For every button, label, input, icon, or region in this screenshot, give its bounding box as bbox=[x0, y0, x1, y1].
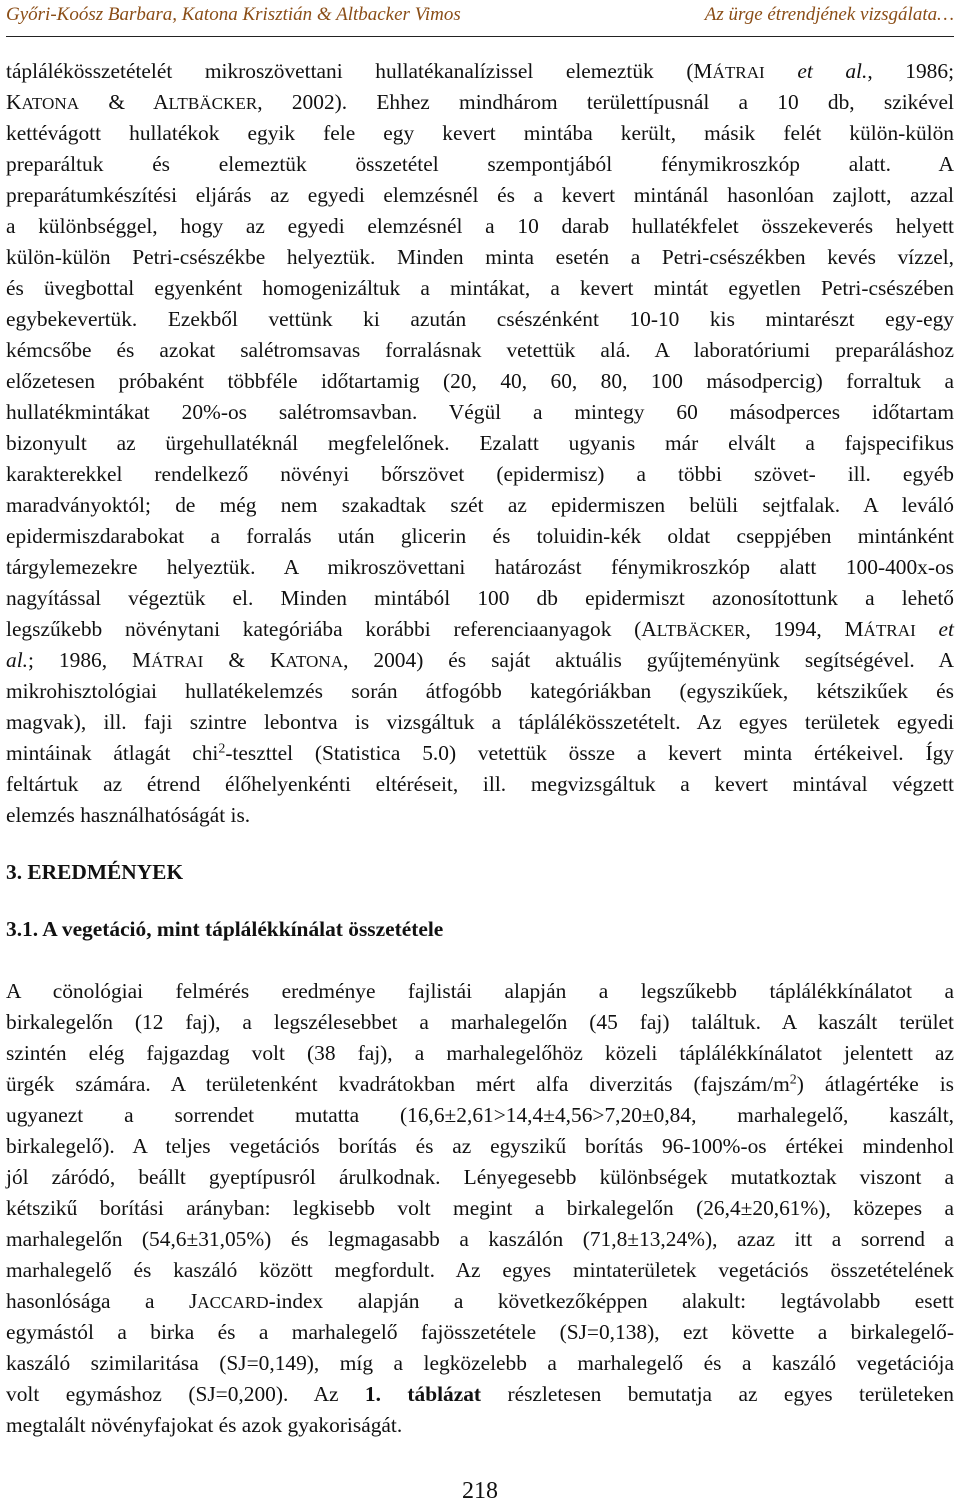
methods-line: egybekevertük. Ezekből vettünk ki azután csészénként 10-10 kis mintarészt egy-egy bbox=[6, 307, 954, 331]
methods-line: nagyítással végeztük el. Minden mintából 100 db epidermiszt azonosítottunk a lehető bbox=[6, 586, 954, 610]
methods-line: kémcsőbe és azokat salétromsavas forralásnak vetettük alá. A laboratóriumi preparáláshoz bbox=[6, 338, 954, 362]
methods-line: elemzés használhatóságát is. bbox=[6, 803, 251, 827]
methods-line: preparátumkészítési eljárás az egyedi elemzésnél és a kevert mintánál hasonlóan zajlott, azzal bbox=[6, 183, 954, 207]
running-header bbox=[6, 0, 954, 37]
results-line: birkalegelőn (12 faj), a legszélesebbet a marhalegelőn (45 faj) találtuk. A kaszált terület bbox=[6, 1010, 954, 1034]
results-line: szintén elég fajgazdag volt (38 faj), a marhalegelőhöz közeli táplálékkínálatot jelentett az bbox=[6, 1041, 954, 1065]
results-line: kaszáló szimilaritása (SJ=0,149), míg a legközelebb a marhalegelő és a kaszáló vegetációja bbox=[6, 1351, 954, 1375]
results-line: kétszikű borítási arányban: legkisebb volt megint a birkalegelőn (26,4±20,61%), közepes a bbox=[6, 1196, 954, 1220]
methods-line: bizonyult az ürgehullatéknál megfelelőnek. Ezalatt ugyanis már elvált a fajspecifikus bbox=[6, 431, 954, 455]
methods-line: epidermiszdarabokat a forralás után glicerin és toluidin-kék oldat cseppjében mintánként bbox=[6, 524, 954, 548]
results-line: egymástól a birka és a marhalegelő fajösszetétele (SJ=0,138), ezt követte a birkalegelő- bbox=[6, 1320, 954, 1344]
results-line: A cönológiai felmérés eredménye fajlistái alapján a legszűkebb táplálékkínálatot a bbox=[6, 979, 954, 1003]
subsection-heading-vegetation: 3.1. A vegetáció, mint táplálékkínálat összetétele bbox=[6, 917, 444, 941]
results-line: volt egymáshoz (SJ=0,200). Az 1. táblázat részletesen bemutatja az egyes területeken bbox=[6, 1382, 954, 1406]
methods-line: magvak), ill. faji szintre lebontva is vizsgáltuk a táplálékösszetételt. Az egyes területek egyedi bbox=[6, 710, 954, 734]
methods-line: karakterekkel rendelkező növényi bőrszövet (epidermisz) a többi szövet- ill. egyéb bbox=[6, 462, 954, 486]
methods-line: előzetesen próbaként többféle időtartamig (20, 40, 60, 80, 100 másodpercig) forraltuk a bbox=[6, 369, 954, 393]
header-authors: Győri-Koósz Barbara, Katona Krisztián & Altbacker Vimos bbox=[6, 4, 461, 25]
results-line: jól záródó, beállt gyeptípusról árulkodnak. Lényegesebb különbségek mutatkoztak viszont a bbox=[6, 1165, 954, 1189]
results-line: ugyanezt a sorrendet mutatta (16,6±2,61>14,4±4,56>7,20±0,84, marhalegelő, kaszált, bbox=[6, 1103, 954, 1127]
page-number: 218 bbox=[462, 1478, 498, 1504]
methods-line: al.; 1986, MÁTRAI & KATONA, 2004) és saját aktuális gyűjteményünk segítségével. A bbox=[6, 648, 954, 672]
methods-line: feltártuk az étrend élőhelyenkénti eltéréseit, ill. megvizsgáltuk a kevert mintával végzett bbox=[6, 772, 954, 796]
methods-line: legszűkebb növénytani kategóriába korábbi referenciaanyagok (ALTBÄCKER, 1994, MÁTRAI et bbox=[6, 617, 954, 641]
methods-line: preparáltuk és elemeztük összetétel szempontjából fénymikroszkóp alatt. A bbox=[6, 152, 954, 176]
methods-line: mikrohisztológiai hullatékelemzés során átfogóbb kategóriákban (egyszikűek, kétszikűek és bbox=[6, 679, 954, 703]
results-line: marhalegelő és kaszáló között megfordult. Az egyes mintaterületek vegetációs összetételének bbox=[6, 1258, 954, 1282]
results-line: ürgék számára. A területenként kvadrátokban mért alfa diverzitás $(fajszám/m^2)$ átlagértéke is bbox=[6, 1072, 954, 1096]
results-line: birkalegelő). A teljes vegetációs borítás és az egyszikű borítás 96-100%-os értékei mindenhol bbox=[6, 1134, 954, 1158]
methods-line: mintáinak átlagát chi$^2$-teszttel (Statistica 5.0) vetettük össze a kevert minta értékeivel. Így bbox=[6, 741, 954, 765]
methods-line: és üvegbottal egyenként homogenizáltuk a mintákat, a kevert mintát egyetlen Petri-csészében bbox=[6, 276, 954, 300]
methods-line: maradványoktól; de még nem szakadtak szét az epidermiszen belüli sejtfalak. A leváló bbox=[6, 493, 954, 517]
methods-line: a különbséggel, hogy az egyedi elemzésnél a 10 darab hullatékfelet összekeverés helyett bbox=[6, 214, 954, 238]
methods-line: kettévágott hullatékok egyik fele egy kevert mintába került, másik felét külön-külön bbox=[6, 121, 954, 145]
methods-line: táplálékösszetételét mikroszövettani hullatékanalízissel elemeztük (MÁTRAI et al., 1986; bbox=[6, 59, 955, 83]
methods-line: KATONA & ALTBÄCKER, 2002). Ehhez mindhárom területtípusnál a 10 db, szikével bbox=[6, 90, 954, 114]
methods-line: tárgylemezekre helyeztük. A mikroszövettani határozást fénymikroszkóp alatt 100-400x-os bbox=[6, 555, 954, 579]
methods-line: külön-külön Petri-csészékbe helyeztük. Minden minta esetén a Petri-csészékben kevés vízzel, bbox=[6, 245, 954, 269]
section-heading-results: 3. EREDMÉNYEK bbox=[6, 860, 184, 884]
results-line: hasonlósága a JACCARD-index alapján a következőképpen alakult: legtávolabb esett bbox=[6, 1289, 954, 1313]
methods-line: hullatékmintákat 20%-os salétromsavban. Végül a mintegy 60 másodperces időtartam bbox=[6, 400, 954, 424]
results-line: megtalált növényfajokat és azok gyakoriságát. bbox=[6, 1413, 403, 1437]
results-line: marhalegelőn (54,6±31,05%) és legmagasabb a kaszálón (71,8±13,24%), azaz itt a sorrend a bbox=[6, 1227, 954, 1251]
header-title: Az ürge étrendjének vizsgálata… bbox=[704, 4, 954, 25]
